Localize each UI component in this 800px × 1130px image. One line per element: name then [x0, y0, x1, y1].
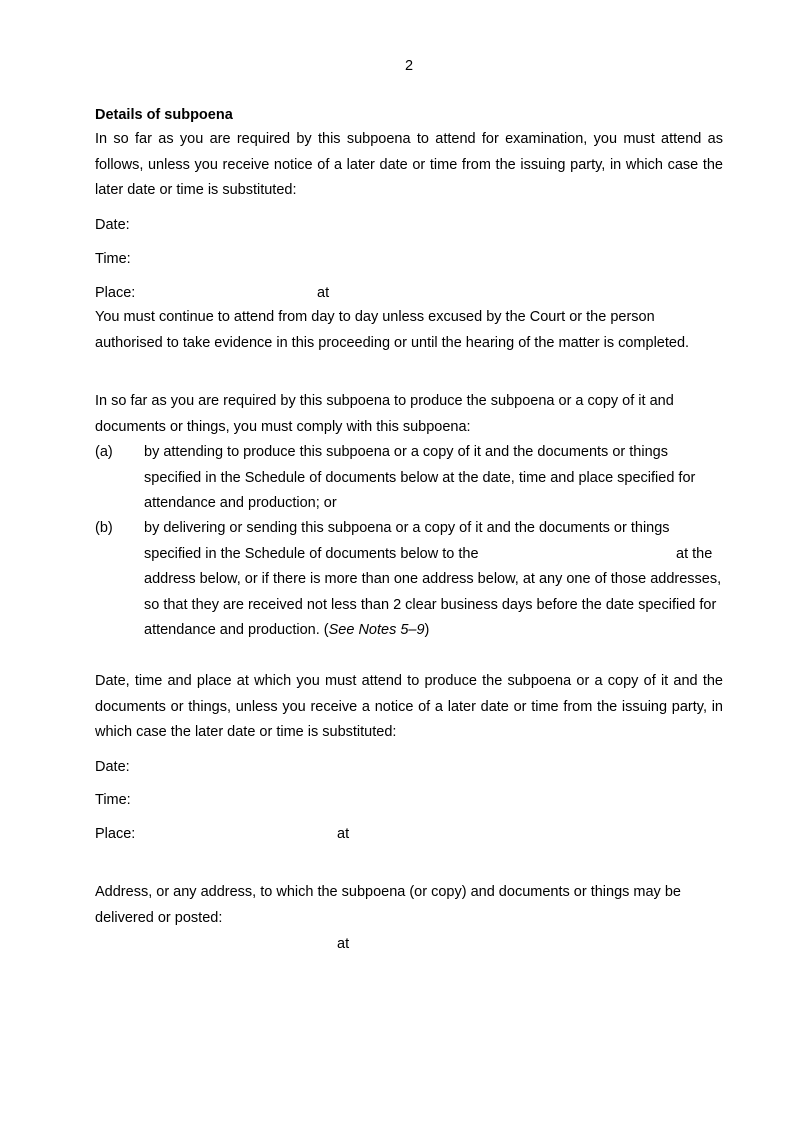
continue-attendance-paragraph: You must continue to attend from day to day unless excused by the Court or the person authorised to take evidence in this proceeding or until the hearing of the matter is completed. [95, 309, 690, 351]
item-b-rest [144, 567, 724, 644]
details-time-label: Time: [95, 251, 131, 267]
item-b-line-2 [144, 542, 724, 568]
address-at: at [337, 936, 350, 952]
item-b-line-2-start: specified in the Schedule of documents below to the [144, 545, 479, 562]
item-b-text [144, 516, 724, 644]
item-a-text: by attending to produce this subpoena or a copy of it and the documents or things specified in the Schedule of documents below at the date, time and place specified for attendance and production; or [144, 444, 696, 511]
see-notes-reference: See Notes 5–9 [328, 622, 425, 638]
address-intro-paragraph: Address, or any address, to which the subpoena (or copy) and documents or things may be delivered or posted: [95, 884, 681, 926]
details-place-label: Place: [95, 285, 136, 301]
details-date-label: Date: [95, 217, 130, 233]
details-intro-paragraph: In so far as you are required by this subpoena to attend for examination, you must attend as follows, unless you receive notice of a later date or time from the issuing party, in which case the later date or time is substituted: [95, 131, 723, 198]
section-heading-details: Details of subpoena [95, 107, 233, 123]
item-b-rest-text: address below, or if there is more than one address below, at any one of those addresses, so that they are received not less than 2 clear business days before the date specified for attendance and production. ( [144, 571, 722, 638]
item-b-line-1: by delivering or sending this subpoena or a copy of it and the documents or things [144, 520, 670, 536]
attendance-intro-paragraph: Date, time and place at which you must attend to produce the subpoena or a copy of it and the documents or things, unless you receive a notice of a later date or time from the issuing party, in which case the later date or time is substituted: [95, 673, 723, 740]
item-a-label: (a) [95, 444, 113, 460]
attendance-place-label: Place: [95, 826, 136, 842]
item-b-label: (b) [95, 520, 113, 536]
item-b-line-2-end: at the [676, 545, 713, 562]
item-b-rest-close: ) [424, 622, 430, 638]
page-number: 2 [404, 58, 414, 74]
production-intro-paragraph: In so far as you are required by this subpoena to produce the subpoena or a copy of it and documents or things, you must comply with this subpoena: [95, 393, 674, 435]
attendance-place-at: at [337, 826, 350, 842]
attendance-time-label: Time: [95, 792, 131, 808]
details-place-at: at [317, 285, 330, 301]
attendance-date-label: Date: [95, 759, 130, 775]
